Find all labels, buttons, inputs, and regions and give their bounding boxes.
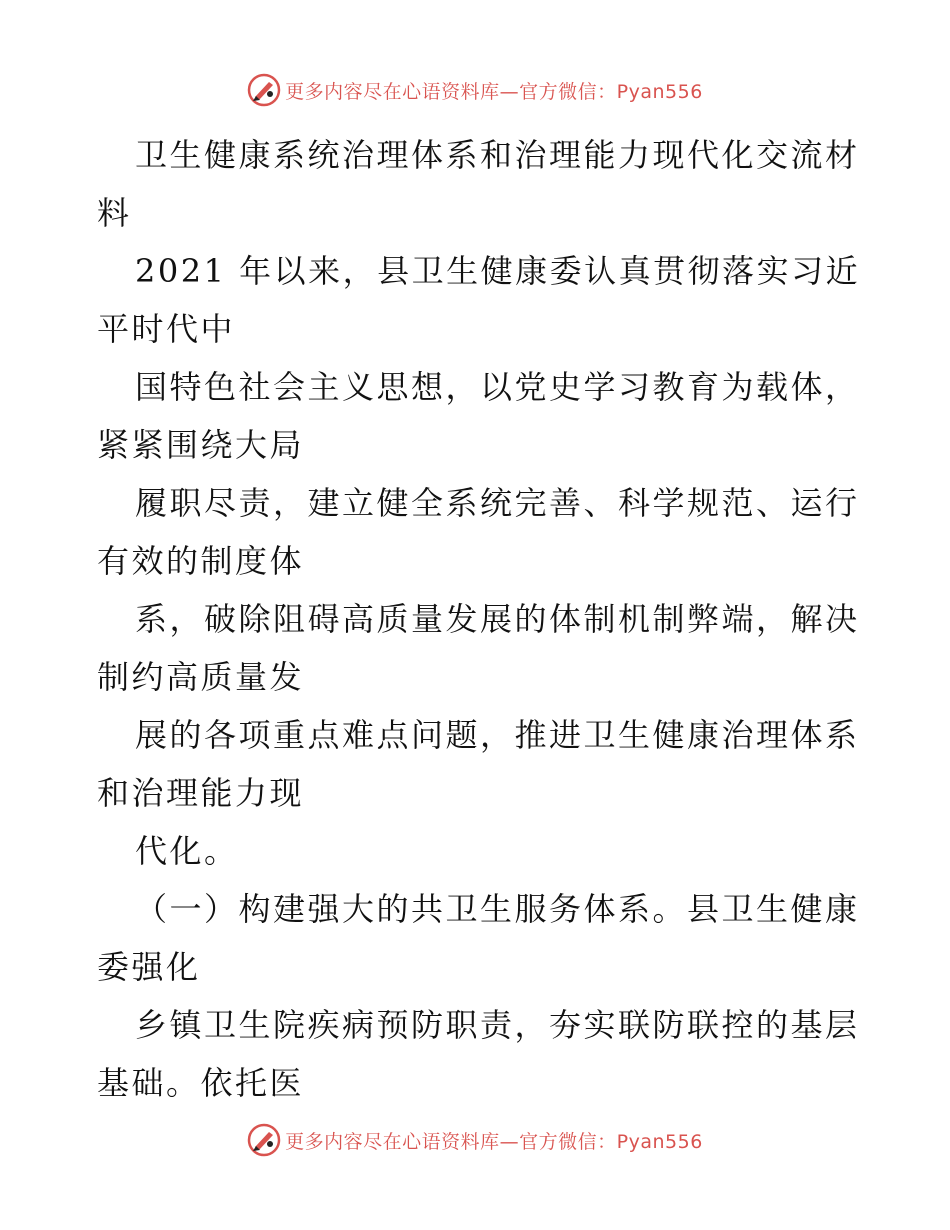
paragraph-line: 平时代中: [97, 310, 236, 348]
pen-seal-icon: [247, 1123, 281, 1157]
footer-watermark-banner: [0, 1120, 950, 1160]
header-watermark-banner: [0, 70, 950, 110]
pen-seal-icon: [247, 73, 281, 107]
paragraph-line: 委强化: [97, 948, 201, 986]
paragraph-line: 代化。: [135, 832, 239, 870]
paragraph-line: 展的各项重点难点问题，推进卫生健康治理体系: [135, 716, 860, 754]
paragraph-line: 履职尽责，建立健全系统完善、科学规范、运行: [135, 484, 860, 522]
paragraph-line: 有效的制度体: [97, 542, 305, 580]
paragraph-line: 紧紧围绕大局: [97, 426, 305, 464]
paragraph-line: 基础。依托医: [97, 1064, 305, 1102]
paragraph-line: 2021 年以来，县卫生健康委认真贯彻落实习近: [135, 252, 861, 290]
paragraph-line: 国特色社会主义思想，以党史学习教育为载体，: [135, 368, 860, 406]
doc-title-line-2: 料: [97, 194, 132, 232]
paragraph-line: 制约高质量发: [97, 658, 305, 696]
paragraph-line: 乡镇卫生院疾病预防职责，夯实联防联控的基层: [135, 1006, 860, 1044]
footer-watermark-text: 更多内容尽在心语资料库—官方微信：Pyan556: [285, 1130, 703, 1153]
doc-title-line-1: 卫生健康系统治理体系和治理能力现代化交流材: [135, 136, 860, 174]
paragraph-line: 和治理能力现: [97, 774, 305, 812]
paragraph-line: 系，破除阻碍高质量发展的体制机制弊端，解决: [135, 600, 860, 638]
header-watermark-text: 更多内容尽在心语资料库—官方微信：Pyan556: [285, 80, 703, 103]
document-body: [97, 126, 861, 1112]
section-heading-line: （一）构建强大的共卫生服务体系。县卫生健康: [135, 890, 860, 928]
